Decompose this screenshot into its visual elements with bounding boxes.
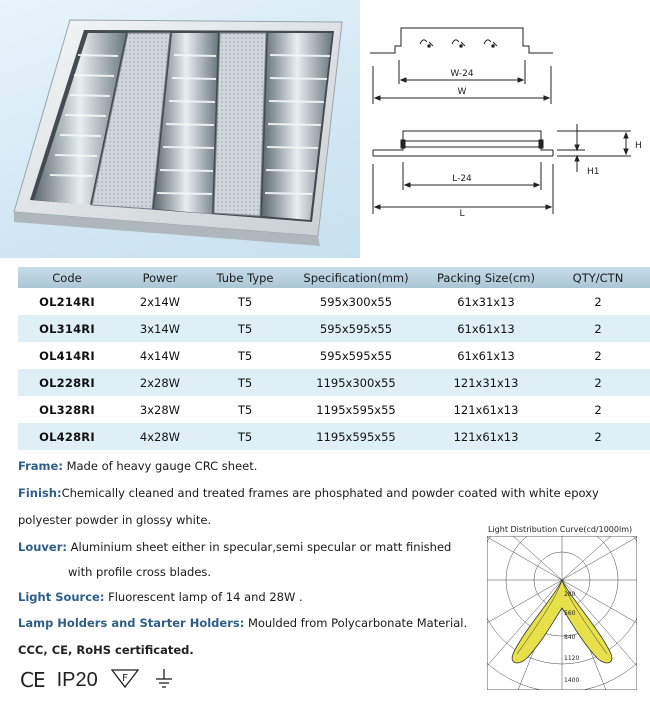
cell-qty: 2: [594, 348, 602, 363]
width-inner-label: W-24: [450, 69, 474, 79]
certification-marks: [20, 666, 176, 694]
length-outer-label: L: [459, 209, 465, 219]
cell-tube-type: T5: [237, 294, 253, 309]
header-code: Code: [18, 267, 116, 288]
finish-text: Chemically cleaned and treated frames are phosphated and powder coated with white epoxy: [61, 486, 599, 500]
cell-code: OL214RI: [39, 294, 95, 309]
finish-text-continued: polyester powder in glossy white.: [18, 513, 212, 527]
table-header-row: [18, 267, 650, 288]
cell-power: 2x14W: [139, 294, 181, 309]
cell-packing-size: 61x61x13: [426, 315, 546, 342]
holders-label: Lamp Holders and Starter Holders:: [18, 616, 245, 630]
f-mark-letter: F: [121, 673, 128, 684]
curve-tick-label: 1120: [564, 655, 580, 662]
holders-description: [18, 616, 467, 630]
holders-text: Moulded from Polycarbonate Material.: [244, 616, 468, 630]
cell-specification: 1195x595x55: [316, 402, 396, 417]
light-distribution-curve: [487, 536, 637, 690]
cell-packing-size: 61x31x13: [457, 294, 515, 309]
table-row: [18, 342, 650, 369]
cell-power: 3x28W: [139, 402, 181, 417]
cell-specification: 1195x300x55: [286, 369, 426, 396]
frame-description: [18, 459, 257, 473]
cell-specification: 1195x595x55: [286, 423, 426, 450]
table-row: [18, 288, 650, 315]
table-row: [18, 315, 650, 342]
light-source-description: [18, 590, 303, 604]
f-mark-icon: [110, 667, 140, 693]
cell-specification: 595x595x55: [319, 348, 393, 363]
louver-description: [18, 540, 451, 554]
troffer-luminaire-image: [0, 0, 360, 258]
cell-power: 3x14W: [116, 315, 204, 342]
curve-tick-label: 1400: [564, 677, 580, 684]
ce-mark: CE: [20, 668, 45, 692]
height-label: H: [635, 141, 642, 151]
cell-tube-type: T5: [237, 402, 253, 417]
length-inner-label: L-24: [452, 174, 472, 184]
curve-tick-label: 560: [564, 610, 576, 617]
table-row: [18, 369, 650, 396]
cell-power: 4x28W: [116, 423, 204, 450]
header-qty: QTY/CTN: [546, 267, 650, 288]
cell-code: OL428RI: [18, 423, 116, 450]
cell-packing-size: 121x61x13: [453, 402, 519, 417]
cell-tube-type: T5: [204, 315, 286, 342]
light-source-text: Fluorescent lamp of 14 and 28W .: [104, 590, 303, 604]
header-power: Power: [116, 267, 204, 288]
cell-qty: 2: [594, 294, 602, 309]
finish-label: Finish:: [18, 486, 62, 500]
cell-code: OL228RI: [18, 369, 116, 396]
cell-code: OL414RI: [39, 348, 95, 363]
light-source-label: Light Source:: [18, 590, 105, 604]
cell-code: OL328RI: [39, 402, 95, 417]
header-tube-type: Tube Type: [204, 267, 286, 288]
louver-label: Louver:: [18, 540, 67, 554]
spec-table: [18, 267, 650, 450]
certification-text: CCC, CE, RoHS certificated.: [18, 643, 194, 657]
cell-tube-type: T5: [237, 348, 253, 363]
dimension-diagram: [365, 0, 650, 258]
cell-specification: 595x300x55: [319, 294, 393, 309]
ground-icon: [152, 666, 176, 694]
width-outer-label: W: [457, 87, 467, 97]
cell-packing-size: 61x61x13: [457, 348, 515, 363]
table-row: [18, 423, 650, 450]
cell-tube-type: T5: [204, 423, 286, 450]
cell-qty: 2: [594, 402, 602, 417]
louver-text-continued: with profile cross blades.: [68, 565, 212, 579]
cell-packing-size: 121x61x13: [426, 423, 546, 450]
header-packing-size: Packing Size(cm): [426, 267, 546, 288]
ip20-rating: IP20: [56, 668, 98, 691]
height-step-label: H1: [587, 167, 600, 177]
louver-text: Aluminium sheet either in specular,semi specular or matt finished: [66, 540, 452, 554]
cell-code: OL314RI: [18, 315, 116, 342]
table-row: [18, 396, 650, 423]
cell-qty: 2: [546, 315, 650, 342]
finish-description: [18, 486, 599, 500]
cell-power: 2x28W: [116, 369, 204, 396]
cell-specification: 595x595x55: [286, 315, 426, 342]
product-photo: [0, 0, 360, 258]
cell-packing-size: 121x31x13: [426, 369, 546, 396]
curve-tick-label: 840: [564, 634, 576, 641]
cell-qty: 2: [546, 369, 650, 396]
cell-qty: 2: [546, 423, 650, 450]
frame-label: Frame:: [18, 459, 63, 473]
polar-plot: [487, 536, 637, 690]
header-specification: Specification(mm): [286, 267, 426, 288]
curve-title: Light Distribution Curve(cd/1000lm): [488, 525, 633, 534]
curve-tick-label: 280: [564, 591, 576, 598]
frame-text: Made of heavy gauge CRC sheet.: [62, 459, 258, 473]
cell-tube-type: T5: [204, 369, 286, 396]
cell-power: 4x14W: [139, 348, 181, 363]
